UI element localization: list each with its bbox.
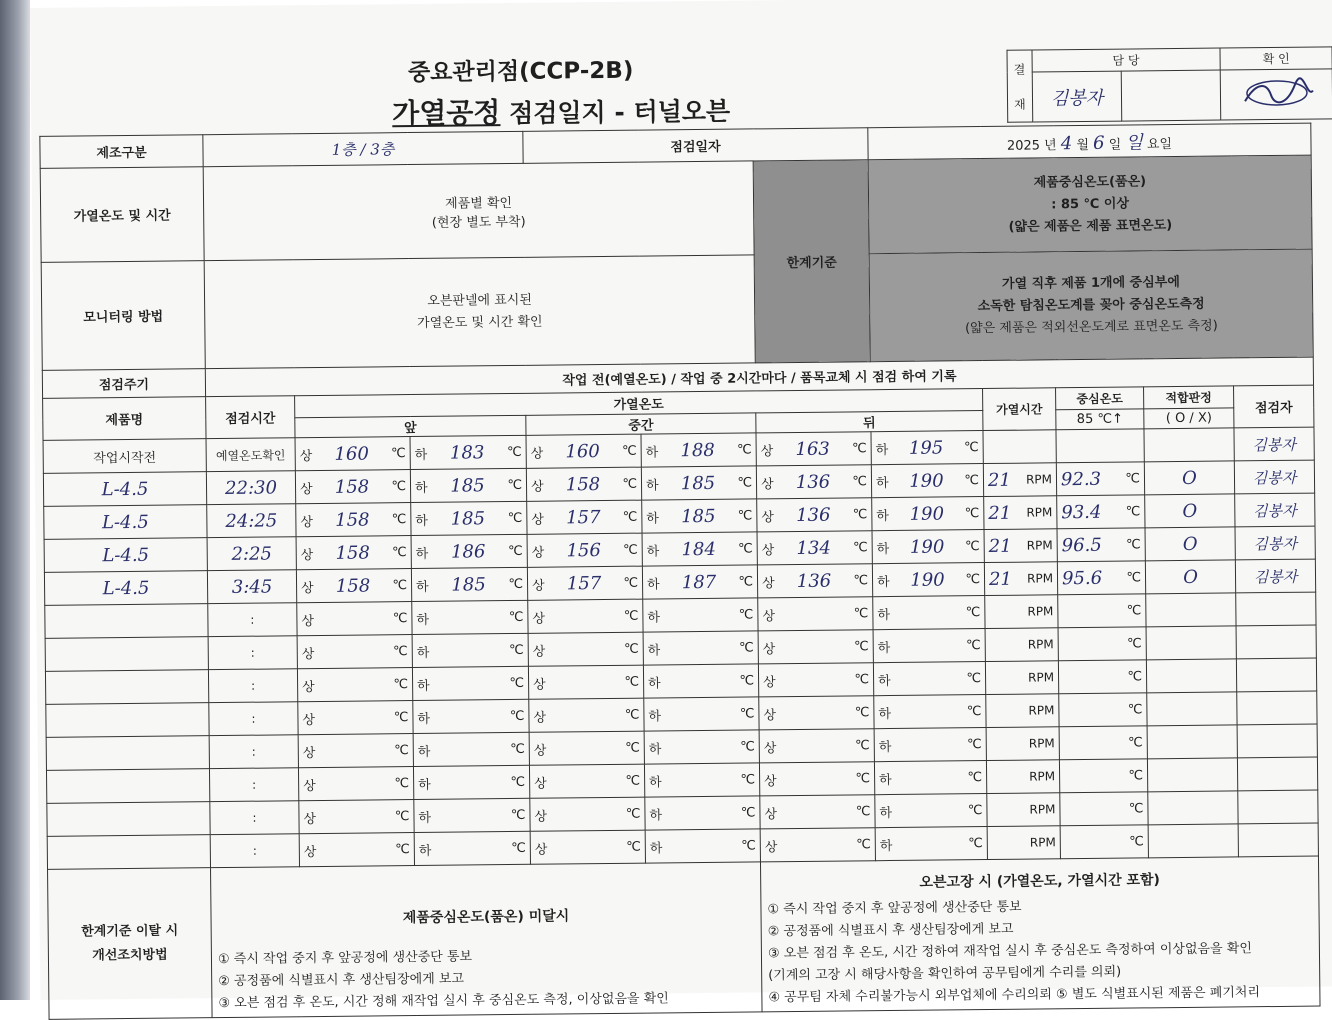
temp-cell-b_dn: 하 190 ℃ xyxy=(871,464,983,498)
temp-cell-m_dn: 하 ℃ xyxy=(645,796,760,830)
row-time: : xyxy=(209,702,298,736)
temp-cell-m_up: 상 ℃ xyxy=(528,599,643,633)
row-core-temp: 93.4 ℃ xyxy=(1057,495,1145,529)
row-time: : xyxy=(209,768,298,802)
col-judgement: 적합판정 xyxy=(1144,386,1234,409)
row-product xyxy=(45,604,208,639)
temp-cell-b_dn: 하 195 ℃ xyxy=(871,431,983,465)
temp-cell-b_dn: 하 190 ℃ xyxy=(872,497,984,531)
row-inspector xyxy=(1238,823,1318,857)
temp-cell-b_dn: 하 ℃ xyxy=(874,695,986,729)
temp-cell-f_up: 상 ℃ xyxy=(298,701,413,735)
temp-cell-m_dn: 하 ℃ xyxy=(644,697,759,731)
col-back: 뒤 xyxy=(756,411,983,433)
temp-cell-b_up: 상 ℃ xyxy=(760,795,875,829)
row-inspector xyxy=(1236,625,1316,659)
col-core-std: 85 ℃↑ xyxy=(1056,409,1144,430)
temp-cell-f_dn: 하 ℃ xyxy=(412,633,528,667)
temp-cell-b_up: 상 134 ℃ xyxy=(757,531,872,565)
cycle-label: 점검주기 xyxy=(42,369,205,399)
monitor-label: 모니터링 방법 xyxy=(41,261,205,371)
row-inspector xyxy=(1237,757,1317,791)
row-inspector: 김봉자 xyxy=(1235,493,1315,527)
temp-cell-f_up: 상 158 ℃ xyxy=(296,569,411,603)
temp-cell-f_up: 상 ℃ xyxy=(299,833,414,867)
row-time: : xyxy=(208,669,297,703)
col-middle: 중간 xyxy=(526,413,756,435)
temp-cell-m_up: 상 ℃ xyxy=(529,764,644,798)
row-heat-time: 21 RPM xyxy=(983,463,1056,497)
temp-cell-f_dn: 하 185 ℃ xyxy=(411,501,527,535)
row-judgement xyxy=(1148,824,1238,858)
ccp-table xyxy=(39,123,1320,1020)
temp-cell-f_up: 상 160 ℃ xyxy=(295,437,410,471)
col-heat-temp: 가열온도 xyxy=(295,389,983,418)
row-judgement xyxy=(1147,758,1237,792)
temp-cell-b_dn: 하 ℃ xyxy=(874,728,986,762)
row-judgement xyxy=(1146,626,1236,660)
temp-cell-m_up: 상 160 ℃ xyxy=(526,434,641,468)
temp-cell-b_up: 상 ℃ xyxy=(760,828,875,862)
col-front: 앞 xyxy=(295,415,526,437)
row-inspector xyxy=(1237,724,1317,758)
temp-cell-f_dn: 하 ℃ xyxy=(412,666,528,700)
row-product xyxy=(45,637,208,672)
row-core-temp: ℃ xyxy=(1059,759,1147,793)
temp-cell-b_dn: 하 ℃ xyxy=(874,761,986,795)
row-time: 예열온도확인 xyxy=(206,438,295,472)
temp-cell-b_dn: 하 ℃ xyxy=(873,596,985,630)
row-time: 22:30 xyxy=(206,471,295,505)
row-core-temp: 92.3 ℃ xyxy=(1056,462,1144,496)
temp-cell-m_dn: 하 ℃ xyxy=(643,598,758,632)
row-product: L-4.5 xyxy=(43,472,206,507)
row-heat-time: RPM xyxy=(986,694,1059,728)
row-core-temp: ℃ xyxy=(1058,660,1146,694)
temp-cell-f_dn: 하 ℃ xyxy=(414,831,530,865)
cycle-text: 작업 전(예열온도) / 작업 중 2시간마다 / 품목교체 시 점검 하여 기록 xyxy=(205,357,1313,397)
row-product xyxy=(46,703,209,738)
row-inspector: 김봉자 xyxy=(1234,460,1314,494)
row-core-temp xyxy=(1056,429,1144,463)
hwagin-signature xyxy=(1220,69,1332,120)
damdang-signature: 김봉자 xyxy=(1032,71,1122,122)
limit-text: 제품중심온도(품온) : 85 ℃ 이상 (얇은 제품은 제품 표면온도) xyxy=(868,155,1312,254)
row-product xyxy=(47,835,210,870)
temp-cell-m_up: 상 156 ℃ xyxy=(527,533,642,567)
temp-cell-b_dn: 하 190 ℃ xyxy=(872,530,984,564)
row-core-temp: ℃ xyxy=(1058,594,1146,628)
row-heat-time: 21 RPM xyxy=(984,496,1057,530)
temp-cell-m_up: 상 ℃ xyxy=(530,797,645,831)
temp-cell-f_up: 상 ℃ xyxy=(297,635,412,669)
row-inspector: 김봉자 xyxy=(1235,526,1315,560)
temp-cell-f_dn: 하 185 ℃ xyxy=(410,468,526,502)
row-product xyxy=(47,802,210,837)
row-time: : xyxy=(208,603,297,637)
temp-cell-m_up: 상 158 ℃ xyxy=(526,467,641,501)
row-inspector xyxy=(1236,658,1316,692)
temp-cell-f_up: 상 ℃ xyxy=(298,734,413,768)
temp-cell-b_up: 상 ℃ xyxy=(759,696,874,730)
date-value: 2025 년 4 월 6 일 일 요일 xyxy=(868,123,1311,160)
row-heat-time: RPM xyxy=(985,628,1058,662)
temp-cell-m_up: 상 ℃ xyxy=(528,632,643,666)
temp-cell-b_dn: 하 ℃ xyxy=(873,629,985,663)
temp-cell-b_dn: 하 ℃ xyxy=(875,827,987,861)
temp-cell-f_up: 상 158 ℃ xyxy=(296,536,411,570)
form-subtitle: 중요관리점(CCP-2B) xyxy=(407,57,634,87)
row-core-temp: 95.6 ℃ xyxy=(1057,561,1145,595)
temp-cell-m_up: 상 ℃ xyxy=(530,830,645,864)
temp-cell-m_dn: 하 185 ℃ xyxy=(641,466,756,500)
temp-cell-m_dn: 하 ℃ xyxy=(644,763,759,797)
row-heat-time: RPM xyxy=(986,760,1059,794)
form-title xyxy=(351,88,771,132)
approval-damdang-label: 담 당 xyxy=(1032,48,1221,72)
col-product: 제품명 xyxy=(43,397,206,441)
row-judgement: O xyxy=(1145,527,1235,561)
temp-cell-b_up: 상 ℃ xyxy=(758,663,873,697)
col-inspector: 점검자 xyxy=(1234,385,1314,428)
row-time: 3:45 xyxy=(207,570,296,604)
temp-cell-f_up: 상 ℃ xyxy=(297,668,412,702)
row-product xyxy=(45,670,208,705)
temp-cell-m_dn: 하 184 ℃ xyxy=(642,532,757,566)
row-judgement xyxy=(1144,428,1234,462)
row-judgement xyxy=(1147,725,1237,759)
date-label: 점검일자 xyxy=(523,128,868,164)
monitor-text: 오븐판넬에 표시된 가열온도 및 시간 확인 xyxy=(204,255,755,369)
corrective-right: 오븐고장 시 (가열온도, 가열시간 포함) ① 즉시 작업 중지 후 앞공정에 생산중단 통보 ② 공정품에 식별표시 후 생산팀장에게 보고 ③ 오븐 점검 후 온도, 시간 정하여 재작업 실시 후 중심온도 측정하여 이상없음을 확인 (기계의 고장 시 해당사항을 확인하여 공무팀에게 수리를 의뢰) ④ 공무팀 자체 수리불가능시 외부업체에 수리의뢰 ⑤ 별도 식별표시된 제품은 폐기처리 xyxy=(760,856,1320,1012)
col-heat-time: 가열시간 xyxy=(983,388,1056,431)
temp-cell-f_dn: 하 ℃ xyxy=(413,765,529,799)
form-title-main: 가열공정 xyxy=(392,96,501,131)
row-product: 작업시작전 xyxy=(43,439,206,474)
row-judgement: O xyxy=(1145,494,1235,528)
row-heat-time: RPM xyxy=(986,727,1059,761)
temp-cell-f_dn: 하 185 ℃ xyxy=(411,567,527,601)
row-product: L-4.5 xyxy=(44,571,207,606)
temp-cell-f_up: 상 ℃ xyxy=(298,767,413,801)
row-time: 24:25 xyxy=(207,504,296,538)
row-heat-time: RPM xyxy=(985,595,1058,629)
temp-cell-f_dn: 하 ℃ xyxy=(414,798,530,832)
binder-edge xyxy=(0,0,30,1000)
temp-cell-f_dn: 하 183 ℃ xyxy=(410,435,526,469)
form-title-rest: 점검일지 - 터널오븐 xyxy=(508,96,731,128)
temp-cell-m_dn: 하 ℃ xyxy=(644,730,759,764)
temp-cell-b_dn: 하 190 ℃ xyxy=(872,563,984,597)
row-time: : xyxy=(209,735,298,769)
approval-blank xyxy=(1122,70,1221,121)
row-product: L-4.5 xyxy=(44,538,207,573)
temp-cell-b_up: 상 136 ℃ xyxy=(757,564,872,598)
corrective-label: 한계기준 이탈 시 개선조치방법 xyxy=(48,868,213,1020)
temp-cell-f_dn: 하 186 ℃ xyxy=(411,534,527,568)
temp-cell-m_up: 상 157 ℃ xyxy=(527,566,642,600)
monitor-right-text: 가열 직후 제품 1개에 중심부에 소독한 탐침온도계를 꽂아 중심온도측정 (얇은 제품은 적외선온도계로 표면온도 측정) xyxy=(869,249,1313,362)
col-judgement-std: ( O / X) xyxy=(1144,408,1234,429)
col-time: 점검시간 xyxy=(206,396,295,439)
temp-cell-b_up: 상 ℃ xyxy=(759,729,874,763)
row-judgement xyxy=(1146,593,1236,627)
temp-cell-b_up: 상 136 ℃ xyxy=(756,465,871,499)
temp-cell-m_up: 상 ℃ xyxy=(529,698,644,732)
row-judgement xyxy=(1148,791,1238,825)
row-core-temp: ℃ xyxy=(1060,825,1148,859)
inspection-form xyxy=(30,0,1332,1012)
row-judgement: O xyxy=(1144,461,1234,495)
heat-criteria-text: 제품별 확인 (현장 별도 부착) xyxy=(203,161,754,261)
row-heat-time: RPM xyxy=(987,826,1060,860)
heat-criteria-label: 가열온도 및 시간 xyxy=(40,167,204,263)
row-time: : xyxy=(210,801,299,835)
row-judgement: O xyxy=(1145,560,1235,594)
row-heat-time: 21 RPM xyxy=(984,562,1057,596)
temp-cell-f_dn: 하 ℃ xyxy=(413,699,529,733)
temp-cell-m_up: 상 ℃ xyxy=(529,731,644,765)
row-core-temp: ℃ xyxy=(1060,792,1148,826)
row-core-temp: 96.5 ℃ xyxy=(1057,528,1145,562)
row-time: 2:25 xyxy=(207,537,296,571)
temp-cell-f_up: 상 158 ℃ xyxy=(295,470,410,504)
row-core-temp: ℃ xyxy=(1058,627,1146,661)
jejo-value: 1층 / 3층 xyxy=(203,131,523,166)
temp-cell-b_up: 상 163 ℃ xyxy=(756,432,871,466)
limit-label: 한계기준 xyxy=(753,160,870,363)
signature-icon xyxy=(1236,75,1316,112)
temp-cell-b_up: 상 136 ℃ xyxy=(757,498,872,532)
row-heat-time: RPM xyxy=(987,793,1060,827)
corrective-left: 제품중심온도(품온) 미달시 ① 즉시 작업 중지 후 앞공정에 생산중단 통보 ② 공정품에 식별표시 후 생산팀장에게 보고 ③ 오븐 점검 후 온도, 시간 정해 재작업 실시 후 중심온도 측정, 이상없음을 확인 xyxy=(211,862,763,1018)
temp-cell-m_dn: 하 188 ℃ xyxy=(641,433,756,467)
temp-cell-m_dn: 하 ℃ xyxy=(643,664,758,698)
temp-cell-m_dn: 하 ℃ xyxy=(643,631,758,665)
approval-gyeol: 결 재 xyxy=(1007,50,1032,122)
approval-box xyxy=(1006,46,1332,122)
temp-cell-f_up: 상 ℃ xyxy=(297,602,412,636)
row-product xyxy=(46,769,209,804)
jejo-label: 제조구분 xyxy=(40,135,203,169)
temp-cell-f_dn: 하 ℃ xyxy=(413,732,529,766)
temp-cell-m_up: 상 157 ℃ xyxy=(527,500,642,534)
row-heat-time: 21 RPM xyxy=(984,529,1057,563)
row-inspector xyxy=(1236,592,1316,626)
log-rows xyxy=(43,427,1318,869)
row-inspector: 김봉자 xyxy=(1234,427,1314,461)
temp-cell-m_up: 상 ℃ xyxy=(528,665,643,699)
temp-cell-m_dn: 하 185 ℃ xyxy=(642,499,757,533)
row-product: L-4.5 xyxy=(44,505,207,540)
row-heat-time: RPM xyxy=(985,661,1058,695)
temp-cell-b_dn: 하 ℃ xyxy=(875,794,987,828)
temp-cell-m_dn: 하 187 ℃ xyxy=(642,565,757,599)
temp-cell-b_up: 상 ℃ xyxy=(758,630,873,664)
row-inspector xyxy=(1237,691,1317,725)
temp-cell-b_up: 상 ℃ xyxy=(759,762,874,796)
row-inspector xyxy=(1238,790,1318,824)
row-core-temp: ℃ xyxy=(1059,726,1147,760)
row-time: : xyxy=(210,834,299,868)
temp-cell-f_dn: 하 ℃ xyxy=(412,600,528,634)
temp-cell-b_up: 상 ℃ xyxy=(758,597,873,631)
row-heat-time xyxy=(983,430,1056,464)
row-judgement xyxy=(1146,659,1236,693)
temp-cell-f_up: 상 ℃ xyxy=(299,800,414,834)
temp-cell-m_dn: 하 ℃ xyxy=(645,829,760,863)
row-product xyxy=(46,736,209,771)
row-core-temp: ℃ xyxy=(1059,693,1147,727)
col-core-temp: 중심온도 xyxy=(1056,387,1144,410)
temp-cell-b_dn: 하 ℃ xyxy=(873,662,985,696)
temp-cell-f_up: 상 158 ℃ xyxy=(296,503,411,537)
row-time: : xyxy=(208,636,297,670)
approval-hwagin-label: 확 인 xyxy=(1220,47,1332,70)
row-judgement xyxy=(1147,692,1237,726)
row-inspector: 김봉자 xyxy=(1235,559,1315,593)
